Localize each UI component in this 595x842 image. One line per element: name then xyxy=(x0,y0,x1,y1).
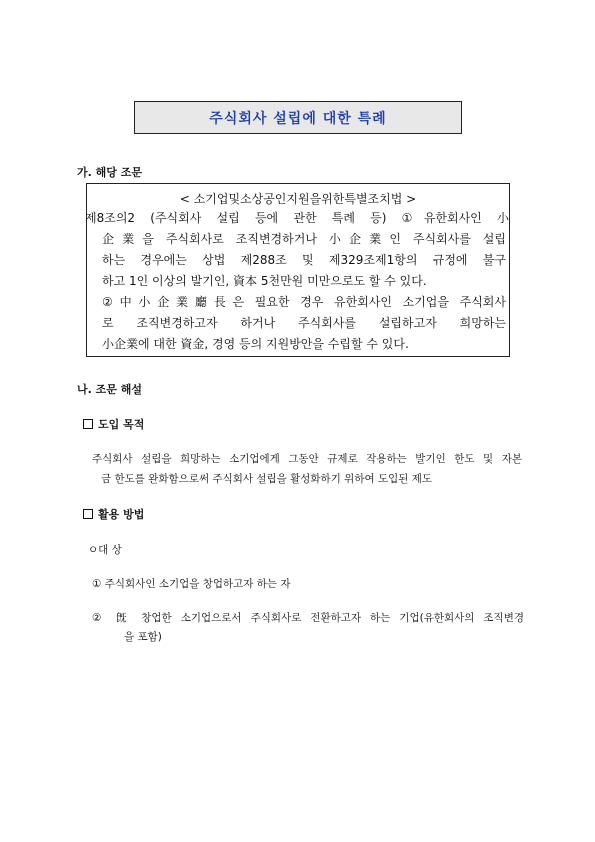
title-box xyxy=(134,101,462,134)
square-bullet-icon xyxy=(83,509,93,519)
section-a-heading: 가. 해당 조문 xyxy=(77,166,142,179)
usage-heading: 활용 방법 xyxy=(83,506,144,522)
article-line: 하는 경우에는 상법 제288조 및 제329조제1항의 규정에 불구 xyxy=(102,253,506,267)
article-line: ②中小企業廳長은 필요한 경우 유한회사인 소기업을 주식회사 xyxy=(102,295,506,309)
article-line: 하고 1인 이상의 발기인, 資本 5천만원 미만으로도 할 수 있다. xyxy=(102,274,427,288)
page-title: 주식회사 설립에 대한 특례 xyxy=(209,110,387,127)
article-line: 로 조직변경하고자 하거나 주식회사를 설립하고자 희망하는 xyxy=(102,316,506,330)
square-bullet-icon xyxy=(83,419,93,429)
purpose-text-line: 주식회사 설립을 희망하는 소기업에게 그동안 규제로 작용하는 발기인 한도 및 자본 xyxy=(92,453,522,465)
purpose-heading: 도입 목적 xyxy=(83,416,144,432)
law-name: < 소기업및소상공인지원을위한특별조치법 > xyxy=(179,192,417,206)
article-box xyxy=(86,183,510,357)
usage-item-1: ① 주식회사인 소기업을 창업하고자 하는 자 xyxy=(92,578,291,590)
article-line: 제8조의2 (주식회사 설립 등에 관한 특례 등) ①유한회사인 小 xyxy=(85,211,509,225)
section-b-heading: 나. 조문 해설 xyxy=(77,383,142,396)
article-line: 小企業에 대한 資金, 경영 등의 지원방안을 수립할 수 있다. xyxy=(102,337,409,351)
target-label: ㅇ대 상 xyxy=(88,544,122,556)
usage-item-2: ② 旣 창업한 소기업으로서 주식회사로 전환하고자 하는 기업(유한회사의 조직변경 xyxy=(92,612,524,624)
purpose-text-line: 금 한도를 완화함으로써 주식회사 설립을 활성화하기 위하여 도입된 제도 xyxy=(101,473,432,485)
article-line: 企業을 주식회사로 조직변경하거나 小企業인 주식회사를 설립 xyxy=(102,232,506,246)
usage-item-2-continued: 을 포함) xyxy=(124,631,162,643)
